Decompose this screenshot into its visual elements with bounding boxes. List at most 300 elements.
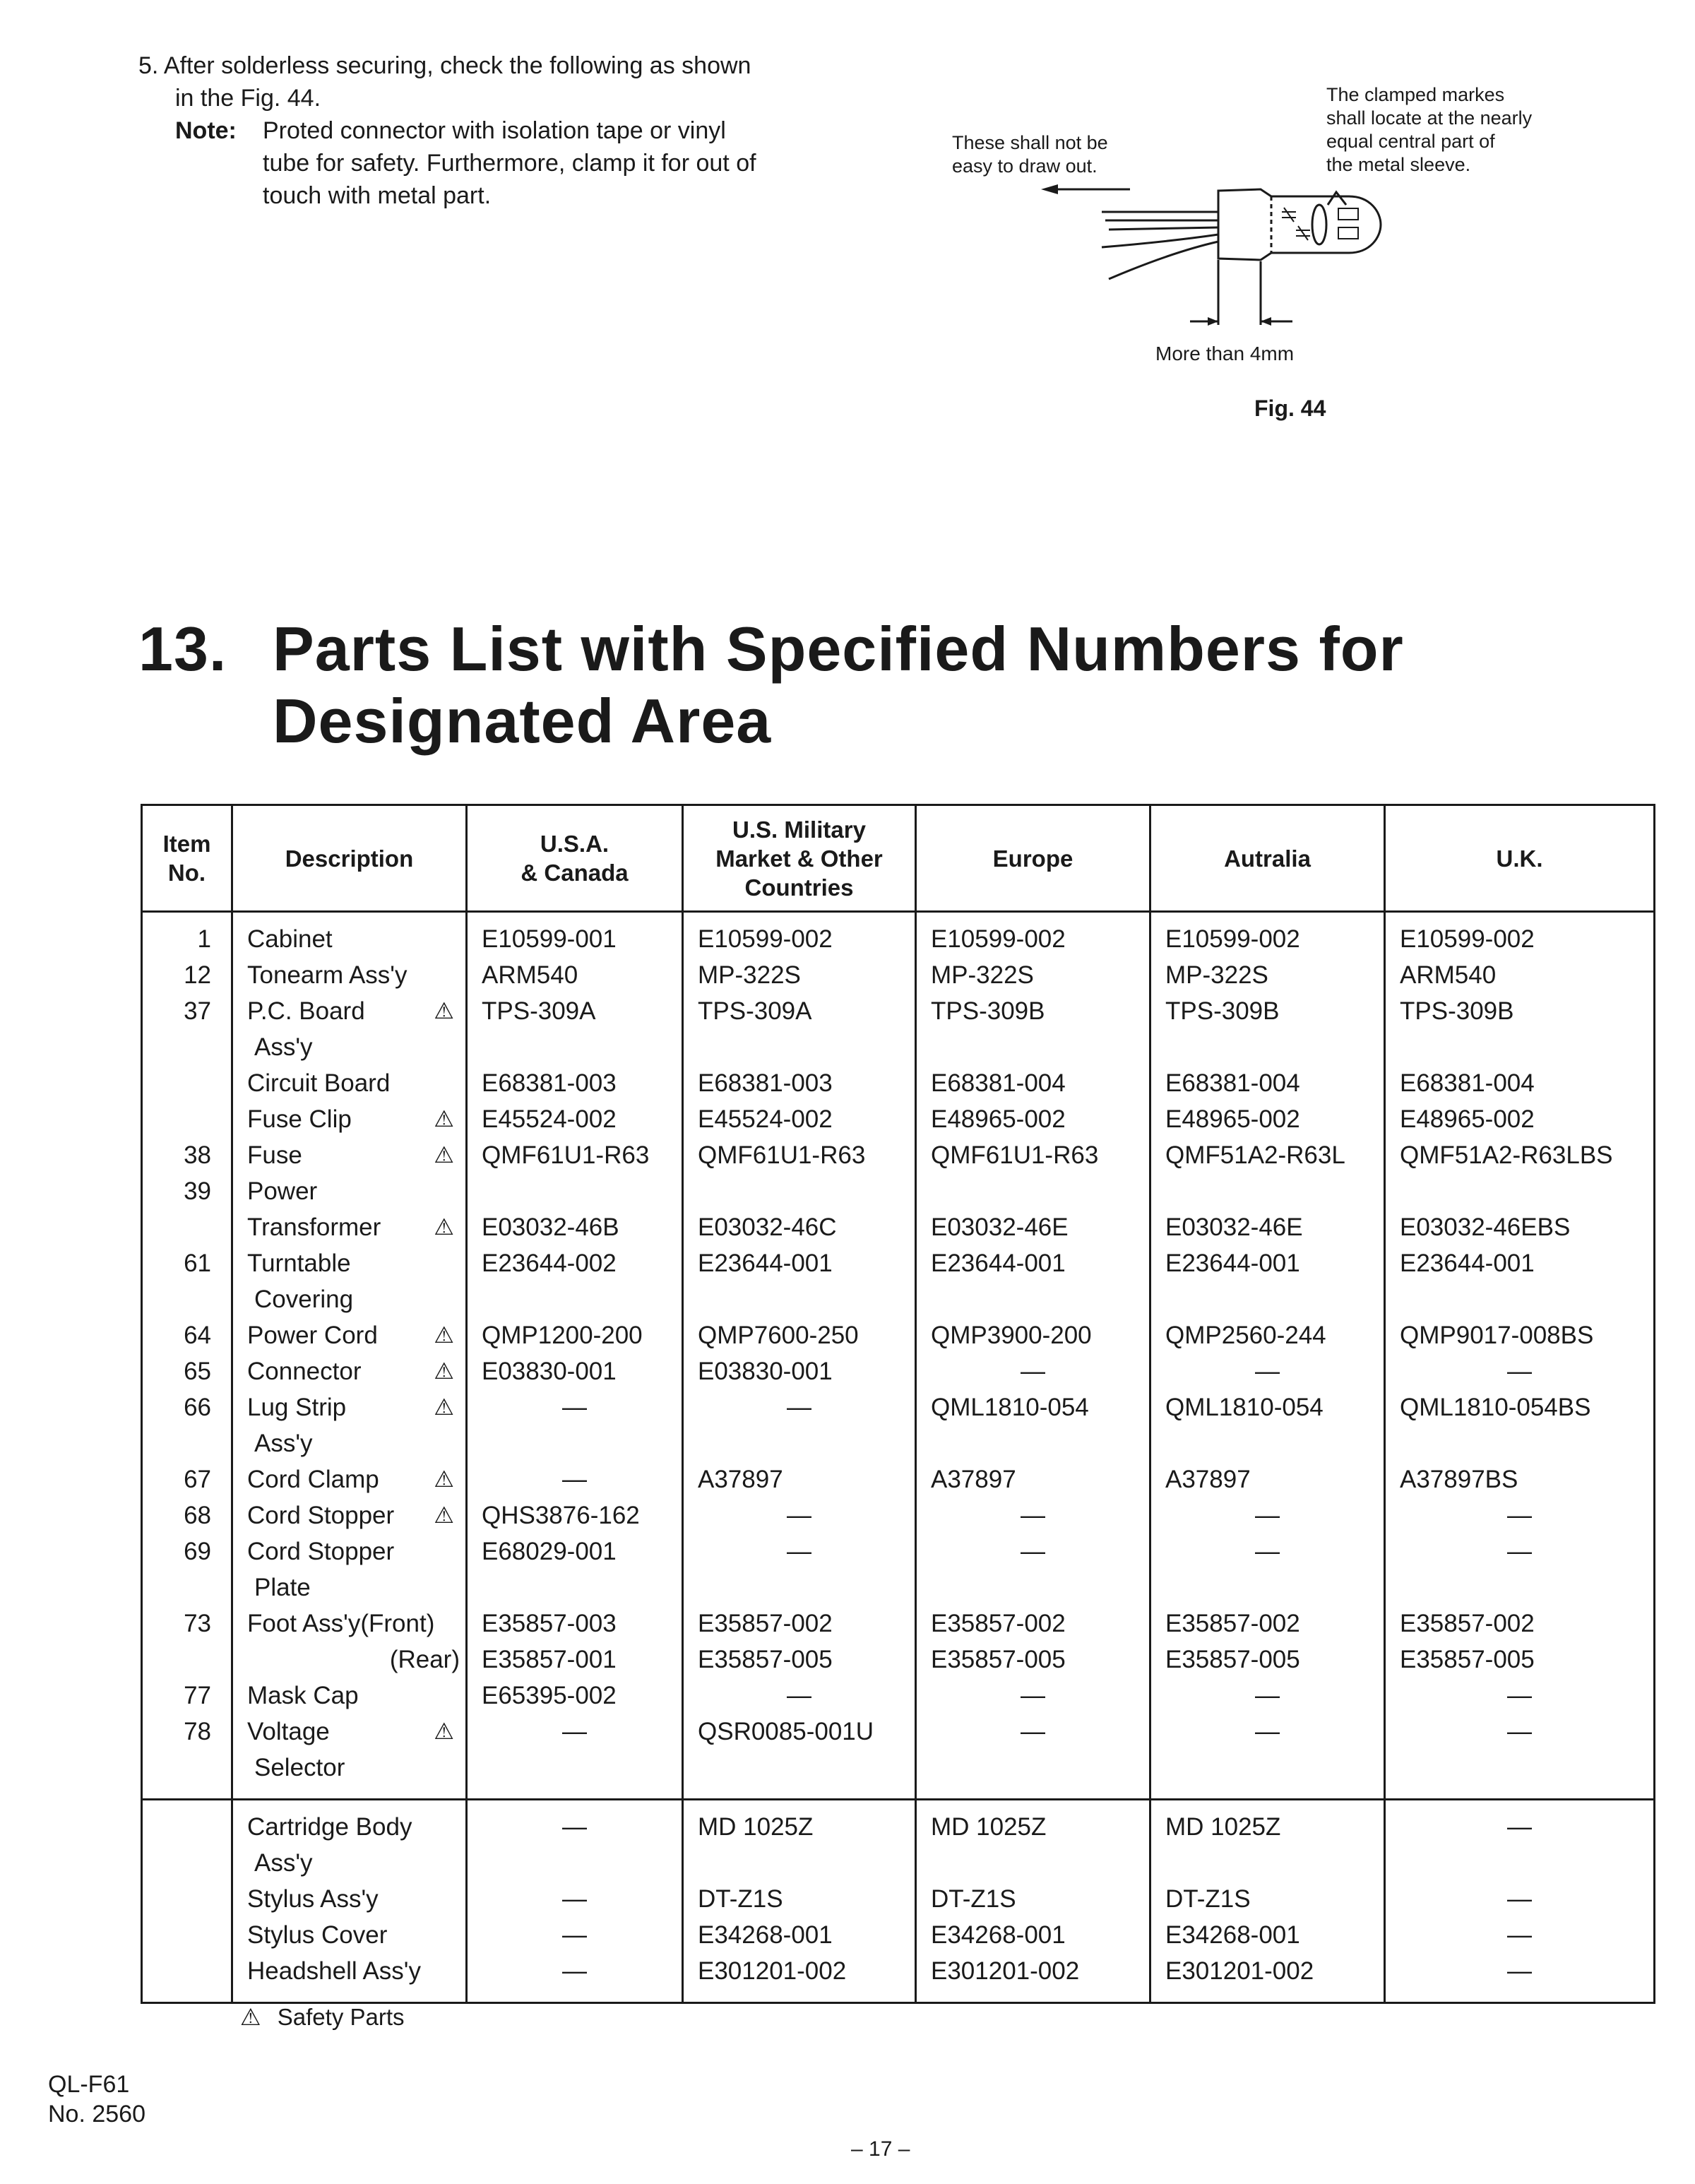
part-number-uk: — xyxy=(1385,1953,1655,2003)
table-row xyxy=(142,1917,1655,1953)
description-text: Power xyxy=(247,1177,318,1205)
description-text: P.C. Board xyxy=(247,997,365,1025)
description-text: Headshell Ass'y xyxy=(247,1957,421,1985)
part-number-mil xyxy=(683,1173,916,1209)
item-number-cell: 12 xyxy=(142,957,232,993)
item-number-cell: 37 xyxy=(142,993,232,1029)
description-text: Ass'y xyxy=(254,1849,313,1877)
part-number-au: QML1810-054 xyxy=(1150,1389,1385,1425)
part-number-eu: QML1810-054 xyxy=(916,1389,1150,1425)
description-cell xyxy=(232,1173,467,1209)
table-row xyxy=(142,1425,1655,1461)
part-number-au xyxy=(1150,1173,1385,1209)
warning-triangle-icon: ⚠ xyxy=(434,1502,454,1528)
description-cell xyxy=(232,1425,467,1461)
section-number: 13. xyxy=(138,614,227,684)
part-number-usa: E35857-003 xyxy=(467,1606,683,1642)
part-number-mil: E23644-001 xyxy=(683,1245,916,1281)
part-number-eu xyxy=(916,1281,1150,1317)
part-number-eu: QMP3900-200 xyxy=(916,1317,1150,1353)
part-number-mil: — xyxy=(683,1678,916,1714)
item-number-cell xyxy=(142,1917,232,1953)
warning-triangle-icon: ⚠ xyxy=(434,1719,454,1744)
part-number-mil: A37897 xyxy=(683,1461,916,1497)
table-row xyxy=(142,993,1655,1029)
table-row xyxy=(142,1281,1655,1317)
part-number-usa: — xyxy=(467,1953,683,2003)
part-number-au: E03032-46E xyxy=(1150,1209,1385,1245)
table-row xyxy=(142,1065,1655,1101)
page-number: – 17 – xyxy=(851,2137,910,2161)
part-number-eu: DT-Z1S xyxy=(916,1881,1150,1917)
part-number-uk: E03032-46EBS xyxy=(1385,1209,1655,1245)
part-number-eu xyxy=(916,1845,1150,1881)
description-text: Selector xyxy=(254,1754,345,1781)
item-number-cell xyxy=(142,1569,232,1606)
description-cell xyxy=(232,957,467,993)
part-number-eu: E35857-002 xyxy=(916,1606,1150,1642)
item-number-cell xyxy=(142,1029,232,1065)
description-cell xyxy=(232,1714,467,1750)
part-number-au: MD 1025Z xyxy=(1150,1800,1385,1846)
table-row xyxy=(142,1533,1655,1569)
part-number-uk: A37897BS xyxy=(1385,1461,1655,1497)
part-number-au: MP-322S xyxy=(1150,957,1385,993)
part-number-eu: E34268-001 xyxy=(916,1917,1150,1953)
part-number-uk: E68381-004 xyxy=(1385,1065,1655,1101)
part-number-uk: — xyxy=(1385,1678,1655,1714)
part-number-eu: — xyxy=(916,1714,1150,1750)
table-row xyxy=(142,1029,1655,1065)
part-number-mil: E68381-003 xyxy=(683,1065,916,1101)
part-number-eu: MD 1025Z xyxy=(916,1800,1150,1846)
part-number-mil: TPS-309A xyxy=(683,993,916,1029)
description-text: (Rear) xyxy=(389,1646,460,1673)
item-number-cell: 68 xyxy=(142,1497,232,1533)
figure-label: Fig. 44 xyxy=(1254,396,1326,421)
table-row xyxy=(142,1606,1655,1642)
table-row xyxy=(142,1461,1655,1497)
part-number-usa: E45524-002 xyxy=(467,1101,683,1137)
part-number-uk: QML1810-054BS xyxy=(1385,1389,1655,1425)
description-cell xyxy=(232,1317,467,1353)
part-number-mil: — xyxy=(683,1389,916,1425)
description-cell xyxy=(232,1642,467,1678)
part-number-usa: E10599-001 xyxy=(467,912,683,958)
part-number-usa: E65395-002 xyxy=(467,1678,683,1714)
part-number-au: E35857-005 xyxy=(1150,1642,1385,1678)
part-number-eu: E68381-004 xyxy=(916,1065,1150,1101)
part-number-uk xyxy=(1385,1845,1655,1881)
table-row xyxy=(142,1750,1655,1800)
part-number-eu: A37897 xyxy=(916,1461,1150,1497)
col-header-item: Item No. xyxy=(142,805,232,912)
part-number-usa xyxy=(467,1425,683,1461)
part-number-au: E23644-001 xyxy=(1150,1245,1385,1281)
part-number-uk: — xyxy=(1385,1881,1655,1917)
part-number-usa: — xyxy=(467,1881,683,1917)
description-text: Circuit Board xyxy=(247,1069,391,1097)
part-number-usa: — xyxy=(467,1917,683,1953)
part-number-usa: — xyxy=(467,1800,683,1846)
part-number-uk: — xyxy=(1385,1917,1655,1953)
part-number-eu: E48965-002 xyxy=(916,1101,1150,1137)
part-number-eu: — xyxy=(916,1678,1150,1714)
description-text: Turntable xyxy=(247,1250,351,1277)
item-number-cell: 69 xyxy=(142,1533,232,1569)
footer-model xyxy=(48,2070,145,2129)
part-number-mil xyxy=(683,1750,916,1800)
part-number-mil xyxy=(683,1845,916,1881)
description-cell xyxy=(232,1137,467,1173)
step-line: in the Fig. 44. xyxy=(175,85,321,112)
item-number-cell xyxy=(142,1065,232,1101)
part-number-mil: E301201-002 xyxy=(683,1953,916,2003)
part-number-mil: MD 1025Z xyxy=(683,1800,916,1846)
description-text: Fuse xyxy=(247,1141,302,1169)
table-row xyxy=(142,1209,1655,1245)
description-cell xyxy=(232,1750,467,1800)
table-row xyxy=(142,1800,1655,1846)
part-number-uk: ARM540 xyxy=(1385,957,1655,993)
legend-text: Safety Parts xyxy=(277,2004,405,2030)
description-cell xyxy=(232,1533,467,1569)
description-cell xyxy=(232,1800,467,1846)
description-cell xyxy=(232,1845,467,1881)
part-number-uk: E48965-002 xyxy=(1385,1101,1655,1137)
warning-triangle-icon: ⚠ xyxy=(434,1394,454,1420)
part-number-eu: — xyxy=(916,1533,1150,1569)
item-number-cell: 1 xyxy=(142,912,232,958)
part-number-uk: TPS-309B xyxy=(1385,993,1655,1029)
part-number-au: — xyxy=(1150,1497,1385,1533)
note-text: tube for safety. Furthermore, clamp it for out of xyxy=(263,150,756,177)
description-cell xyxy=(232,1101,467,1137)
part-number-au: QMF51A2-R63L xyxy=(1150,1137,1385,1173)
part-number-au: QMP2560-244 xyxy=(1150,1317,1385,1353)
part-number-eu: E23644-001 xyxy=(916,1245,1150,1281)
part-number-usa: E68381-003 xyxy=(467,1065,683,1101)
section-heading xyxy=(138,613,1404,757)
table-row xyxy=(142,1389,1655,1425)
part-number-eu xyxy=(916,1569,1150,1606)
item-number-cell xyxy=(142,1281,232,1317)
part-number-eu: — xyxy=(916,1353,1150,1389)
warning-triangle-icon: ⚠ xyxy=(434,1106,454,1132)
warning-triangle-icon: ⚠ xyxy=(434,998,454,1023)
item-number-cell: 66 xyxy=(142,1389,232,1425)
part-number-au: E48965-002 xyxy=(1150,1101,1385,1137)
section-title-line: Parts List with Specified Numbers for xyxy=(273,614,1404,684)
table-row xyxy=(142,912,1655,958)
warning-triangle-icon: ⚠ xyxy=(434,1358,454,1384)
part-number-eu xyxy=(916,1173,1150,1209)
part-number-uk: QMP9017-008BS xyxy=(1385,1317,1655,1353)
warning-triangle-icon: ⚠ xyxy=(240,2004,261,2030)
part-number-usa xyxy=(467,1281,683,1317)
part-number-eu xyxy=(916,1750,1150,1800)
part-number-eu: QMF61U1-R63 xyxy=(916,1137,1150,1173)
part-number-au: DT-Z1S xyxy=(1150,1881,1385,1917)
part-number-au: — xyxy=(1150,1714,1385,1750)
description-cell xyxy=(232,1281,467,1317)
part-number-mil: — xyxy=(683,1533,916,1569)
part-number-usa: — xyxy=(467,1389,683,1425)
part-number-au: A37897 xyxy=(1150,1461,1385,1497)
description-cell xyxy=(232,1917,467,1953)
col-header-usa: U.S.A. & Canada xyxy=(467,805,683,912)
part-number-uk: — xyxy=(1385,1497,1655,1533)
part-number-uk: — xyxy=(1385,1800,1655,1846)
part-number-uk: E35857-005 xyxy=(1385,1642,1655,1678)
part-number-mil: E03032-46C xyxy=(683,1209,916,1245)
part-number-uk: E10599-002 xyxy=(1385,912,1655,958)
note-text: touch with metal part. xyxy=(263,182,492,209)
description-text: Voltage xyxy=(247,1718,330,1745)
part-number-eu: E35857-005 xyxy=(916,1642,1150,1678)
part-number-uk: QMF51A2-R63LBS xyxy=(1385,1137,1655,1173)
part-number-usa: E68029-001 xyxy=(467,1533,683,1569)
description-text: Stylus Cover xyxy=(247,1921,388,1949)
part-number-usa: TPS-309A xyxy=(467,993,683,1029)
description-cell xyxy=(232,1678,467,1714)
part-number-au: E10599-002 xyxy=(1150,912,1385,958)
item-number-cell: 78 xyxy=(142,1714,232,1750)
note-text: Proted connector with isolation tape or vinyl xyxy=(263,117,726,144)
description-text: Cartridge Body xyxy=(247,1813,412,1841)
table-row xyxy=(142,1173,1655,1209)
item-number-cell xyxy=(142,1101,232,1137)
part-number-uk xyxy=(1385,1750,1655,1800)
part-number-au: — xyxy=(1150,1533,1385,1569)
part-number-usa: — xyxy=(467,1461,683,1497)
part-number-mil: DT-Z1S xyxy=(683,1881,916,1917)
description-text: Covering xyxy=(254,1286,354,1313)
figure-callout-right: The clamped markes shall locate at the nearly equal central part of the metal sleeve. xyxy=(1326,84,1533,175)
table-row xyxy=(142,957,1655,993)
description-cell xyxy=(232,1353,467,1389)
item-number-cell xyxy=(142,1845,232,1881)
description-cell xyxy=(232,1065,467,1101)
cartridge-table xyxy=(141,1798,1655,2004)
description-cell xyxy=(232,1389,467,1425)
table-header-row xyxy=(142,805,1655,912)
part-number-mil: MP-322S xyxy=(683,957,916,993)
part-number-au: E301201-002 xyxy=(1150,1953,1385,2003)
part-number-mil: E03830-001 xyxy=(683,1353,916,1389)
description-text: Plate xyxy=(254,1574,311,1601)
description-text: Cabinet xyxy=(247,925,333,953)
part-number-usa: QMF61U1-R63 xyxy=(467,1137,683,1173)
part-number-mil: E45524-002 xyxy=(683,1101,916,1137)
item-number-cell: 67 xyxy=(142,1461,232,1497)
part-number-usa: E03032-46B xyxy=(467,1209,683,1245)
part-number-au: E35857-002 xyxy=(1150,1606,1385,1642)
table-row xyxy=(142,1245,1655,1281)
description-cell xyxy=(232,1209,467,1245)
part-number-eu: MP-322S xyxy=(916,957,1150,993)
table-row xyxy=(142,1678,1655,1714)
model-number: QL-F61 xyxy=(48,2071,130,2098)
part-number-usa: QMP1200-200 xyxy=(467,1317,683,1353)
part-number-usa xyxy=(467,1845,683,1881)
connector-diagram xyxy=(1017,177,1412,353)
item-number-cell: 39 xyxy=(142,1173,232,1209)
description-text: Tonearm Ass'y xyxy=(247,961,408,989)
part-number-mil: QMF61U1-R63 xyxy=(683,1137,916,1173)
description-text: Lug Strip xyxy=(247,1394,347,1421)
part-number-au: — xyxy=(1150,1678,1385,1714)
description-text: Fuse Clip xyxy=(247,1105,352,1133)
part-number-usa: — xyxy=(467,1714,683,1750)
part-number-eu: TPS-309B xyxy=(916,993,1150,1029)
part-number-mil xyxy=(683,1425,916,1461)
parts-table xyxy=(141,804,1655,1800)
description-text: Mask Cap xyxy=(247,1682,359,1709)
part-number-usa: QHS3876-162 xyxy=(467,1497,683,1533)
table-row xyxy=(142,1642,1655,1678)
col-header-australia: Autralia xyxy=(1150,805,1385,912)
table-row xyxy=(142,1101,1655,1137)
dimension-label: More than 4mm xyxy=(1155,343,1295,364)
item-number-cell xyxy=(142,1800,232,1846)
description-cell xyxy=(232,1606,467,1642)
description-cell xyxy=(232,912,467,958)
item-number-cell: 73 xyxy=(142,1606,232,1642)
part-number-eu: E10599-002 xyxy=(916,912,1150,958)
part-number-eu xyxy=(916,1425,1150,1461)
description-text: Power Cord xyxy=(247,1322,378,1349)
part-number-uk xyxy=(1385,1425,1655,1461)
table-row xyxy=(142,1353,1655,1389)
col-header-description: Description xyxy=(232,805,467,912)
part-number-mil: QMP7600-250 xyxy=(683,1317,916,1353)
description-text: Stylus Ass'y xyxy=(247,1885,379,1913)
part-number-mil: E35857-002 xyxy=(683,1606,916,1642)
installation-note xyxy=(138,49,866,212)
item-number-cell xyxy=(142,1425,232,1461)
part-number-au xyxy=(1150,1281,1385,1317)
col-header-uk: U.K. xyxy=(1385,805,1655,912)
table-row xyxy=(142,1317,1655,1353)
part-number-usa: E35857-001 xyxy=(467,1642,683,1678)
table-row xyxy=(142,1137,1655,1173)
part-number-usa xyxy=(467,1029,683,1065)
part-number-usa xyxy=(467,1569,683,1606)
description-cell xyxy=(232,1497,467,1533)
part-number-mil xyxy=(683,1029,916,1065)
description-text: Foot Ass'y(Front) xyxy=(247,1610,435,1637)
table-row xyxy=(142,1714,1655,1750)
description-text: Ass'y xyxy=(254,1430,313,1457)
part-number-eu: E03032-46E xyxy=(916,1209,1150,1245)
description-text: Connector xyxy=(247,1358,362,1385)
part-number-mil: E35857-005 xyxy=(683,1642,916,1678)
part-number-eu xyxy=(916,1029,1150,1065)
part-number-uk: — xyxy=(1385,1714,1655,1750)
item-number-cell xyxy=(142,1209,232,1245)
part-number-au xyxy=(1150,1845,1385,1881)
document-number: No. 2560 xyxy=(48,2101,145,2127)
part-number-uk xyxy=(1385,1173,1655,1209)
part-number-au: — xyxy=(1150,1353,1385,1389)
part-number-mil: E34268-001 xyxy=(683,1917,916,1953)
part-number-mil: QSR0085-001U xyxy=(683,1714,916,1750)
table-row xyxy=(142,1881,1655,1917)
item-number-cell: 38 xyxy=(142,1137,232,1173)
part-number-eu: E301201-002 xyxy=(916,1953,1150,2003)
part-number-usa xyxy=(467,1173,683,1209)
item-number-cell: 64 xyxy=(142,1317,232,1353)
item-number-cell: 61 xyxy=(142,1245,232,1281)
description-cell xyxy=(232,1953,467,2003)
part-number-mil: — xyxy=(683,1497,916,1533)
part-number-eu: — xyxy=(916,1497,1150,1533)
part-number-uk: E35857-002 xyxy=(1385,1606,1655,1642)
part-number-au: TPS-309B xyxy=(1150,993,1385,1029)
safety-legend xyxy=(240,2003,405,2031)
part-number-usa xyxy=(467,1750,683,1800)
warning-triangle-icon: ⚠ xyxy=(434,1322,454,1348)
description-cell xyxy=(232,1029,467,1065)
part-number-uk xyxy=(1385,1029,1655,1065)
item-number-cell xyxy=(142,1750,232,1800)
note-label: Note: xyxy=(175,117,237,144)
part-number-au xyxy=(1150,1029,1385,1065)
part-number-uk xyxy=(1385,1569,1655,1606)
description-cell xyxy=(232,993,467,1029)
part-number-uk xyxy=(1385,1281,1655,1317)
item-number-cell xyxy=(142,1953,232,2003)
part-number-au xyxy=(1150,1569,1385,1606)
part-number-mil: E10599-002 xyxy=(683,912,916,958)
item-number-cell: 77 xyxy=(142,1678,232,1714)
table-row xyxy=(142,1569,1655,1606)
description-cell xyxy=(232,1881,467,1917)
step-line: 5. After solderless securing, check the following as shown xyxy=(138,52,751,79)
figure-callout-left: These shall not be easy to draw out. xyxy=(952,132,1108,177)
part-number-usa: E23644-002 xyxy=(467,1245,683,1281)
warning-triangle-icon: ⚠ xyxy=(434,1466,454,1492)
part-number-uk: — xyxy=(1385,1353,1655,1389)
part-number-au: E34268-001 xyxy=(1150,1917,1385,1953)
col-header-military: U.S. Military Market & Other Countries xyxy=(683,805,916,912)
description-text: Ass'y xyxy=(254,1033,313,1061)
part-number-au xyxy=(1150,1425,1385,1461)
part-number-au: E68381-004 xyxy=(1150,1065,1385,1101)
description-text: Cord Clamp xyxy=(247,1466,379,1493)
warning-triangle-icon: ⚠ xyxy=(434,1142,454,1168)
arrow-head-icon xyxy=(1041,184,1058,194)
table-row xyxy=(142,1953,1655,2003)
part-number-au xyxy=(1150,1750,1385,1800)
section-title-line: Designated Area xyxy=(273,686,772,756)
table-row xyxy=(142,1497,1655,1533)
description-text: Cord Stopper xyxy=(247,1502,395,1529)
description-cell xyxy=(232,1569,467,1606)
item-number-cell xyxy=(142,1642,232,1678)
description-text: Cord Stopper xyxy=(247,1538,395,1565)
part-number-uk: E23644-001 xyxy=(1385,1245,1655,1281)
part-number-mil xyxy=(683,1281,916,1317)
part-number-usa: E03830-001 xyxy=(467,1353,683,1389)
description-cell xyxy=(232,1245,467,1281)
table-row xyxy=(142,1845,1655,1881)
item-number-cell: 65 xyxy=(142,1353,232,1389)
part-number-usa: ARM540 xyxy=(467,957,683,993)
part-number-mil xyxy=(683,1569,916,1606)
description-text: Transformer xyxy=(247,1213,381,1241)
